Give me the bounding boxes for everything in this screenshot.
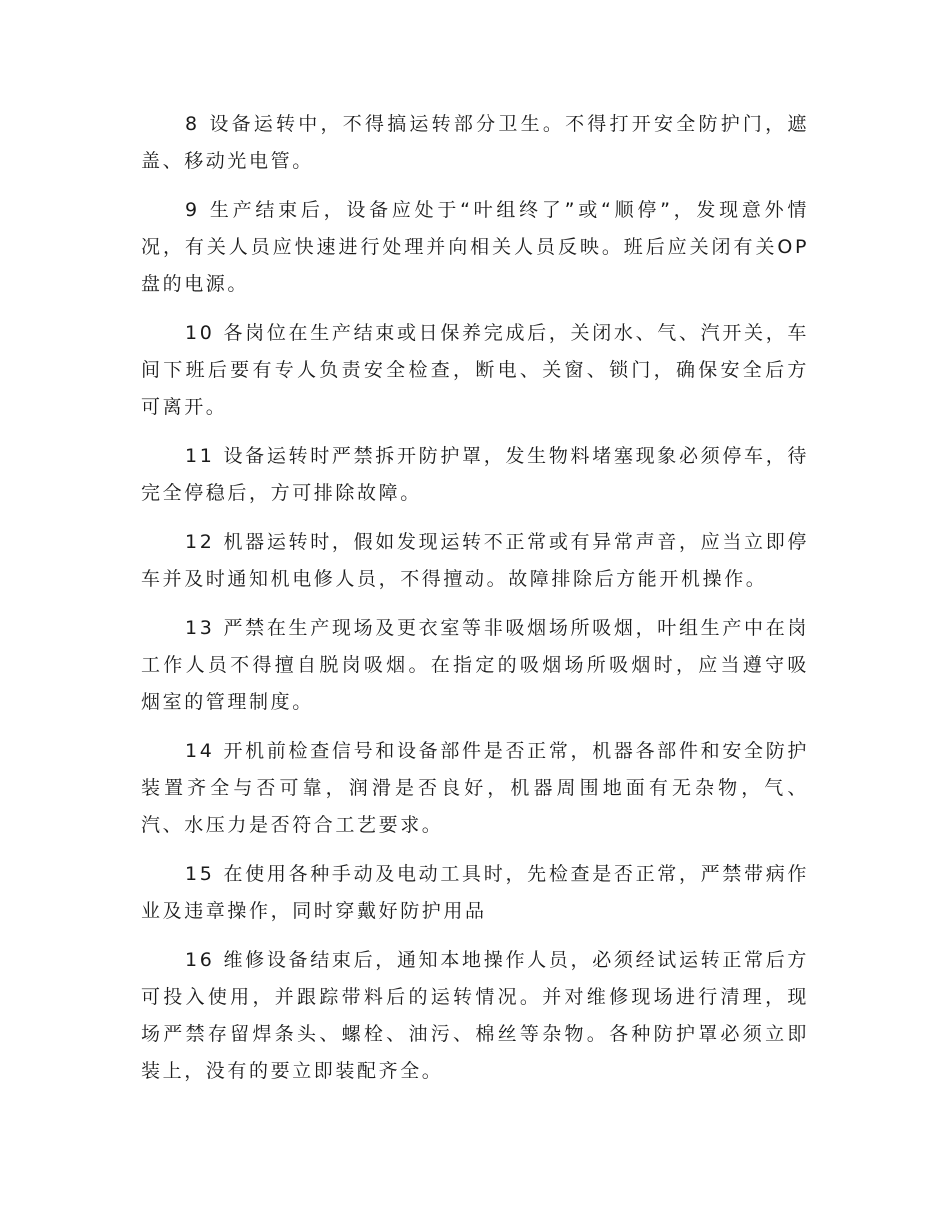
paragraph-13 — [141, 610, 809, 721]
paragraph-text: 设备运转中，不得搞运转部分卫生。不得打开安全防护门，遮盖、移动光电管。 — [141, 113, 809, 172]
document-body — [141, 106, 809, 1102]
paragraph-text: 在使用各种手动及电动工具时，先检查是否正常，严禁带病作业及违章操作，同时穿戴好防护用品 — [141, 863, 809, 922]
paragraph-16 — [141, 942, 809, 1090]
paragraph-number: 11 — [185, 445, 215, 467]
paragraph-8 — [141, 106, 809, 180]
paragraph-number: 15 — [185, 863, 215, 885]
paragraph-text: 维修设备结束后，通知本地操作人员，必须经试运转正常后方可投入使用，并跟踪带料后的运转情况。并对维修现场进行清理，现场严禁存留焊条头、螺栓、油污、棉丝等杂物。各种防护罩必须立即装上，没有的要立即装配齐全。 — [141, 949, 809, 1082]
paragraph-14 — [141, 733, 809, 844]
paragraph-number: 10 — [185, 322, 215, 344]
paragraph-number: 12 — [185, 531, 215, 553]
paragraph-number: 14 — [185, 740, 215, 762]
paragraph-10 — [141, 315, 809, 426]
paragraph-12 — [141, 524, 809, 598]
paragraph-text: 开机前检查信号和设备部件是否正常，机器各部件和安全防护装置齐全与否可靠，润滑是否良好，机器周围地面有无杂物，气、汽、水压力是否符合工艺要求。 — [141, 740, 809, 836]
paragraph-number: 9 — [185, 199, 200, 221]
paragraph-number: 8 — [185, 113, 200, 135]
paragraph-text: 设备运转时严禁拆开防护罩，发生物料堵塞现象必须停车，待完全停稳后，方可排除故障。 — [141, 445, 809, 504]
paragraph-text: 各岗位在生产结束或日保养完成后，关闭水、气、汽开关，车间下班后要有专人负责安全检查，断电、关窗、锁门，确保安全后方可离开。 — [141, 322, 809, 418]
paragraph-15 — [141, 856, 809, 930]
paragraph-text: 机器运转时，假如发现运转不正常或有异常声音，应当立即停车并及时通知机电修人员，不得擅动。故障排除后方能开机操作。 — [141, 531, 809, 590]
paragraph-text: 严禁在生产现场及更衣室等非吸烟场所吸烟，叶组生产中在岗工作人员不得擅自脱岗吸烟。在指定的吸烟场所吸烟时，应当遵守吸烟室的管理制度。 — [141, 617, 809, 713]
paragraph-number: 13 — [185, 617, 215, 639]
paragraph-11 — [141, 438, 809, 512]
paragraph-9 — [141, 192, 809, 303]
paragraph-number: 16 — [185, 949, 215, 971]
paragraph-text: 生产结束后，设备应处于“叶组终了”或“顺停”，发现意外情况，有关人员应快速进行处理并向相关人员反映。班后应关闭有关OP盘的电源。 — [141, 199, 809, 295]
